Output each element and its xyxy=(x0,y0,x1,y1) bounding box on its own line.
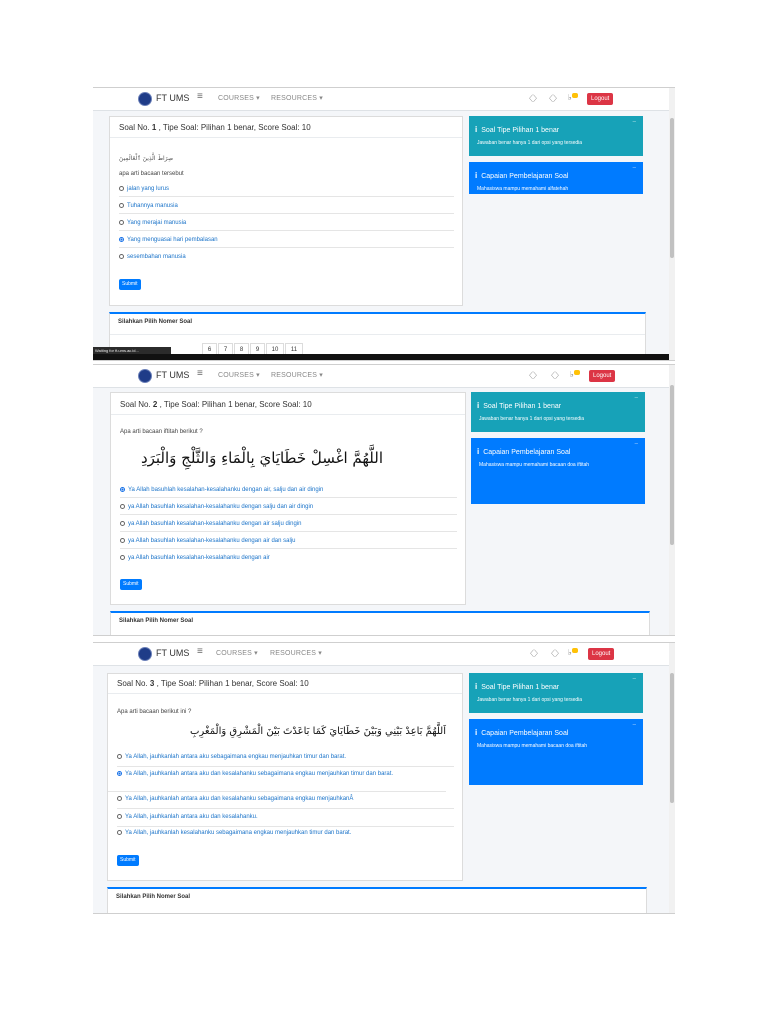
option-label: Ya Allah, jauhkanlah kesalahanku sebagaimana engkau menjauhkan timur dan barat. xyxy=(125,830,352,837)
arabic-verse: اللَّهُمَّ اغْسِلْ خَطَايَايَ بِالْمَاءِ وَالثَّلْجِ وَالْبَرَدِ xyxy=(140,449,383,467)
screenshot-3 xyxy=(93,642,675,914)
courses-menu[interactable]: COURSES ▾ xyxy=(218,95,260,102)
logout-button[interactable]: Logout xyxy=(588,648,614,660)
info-icon: i xyxy=(475,171,478,180)
brand-name[interactable]: FT UMS xyxy=(156,93,190,103)
menu-toggle-icon[interactable]: ≡ xyxy=(197,646,203,657)
answer-option[interactable] xyxy=(117,754,454,760)
question-label: Soal No. xyxy=(119,123,152,132)
card-title: Capaian Pembelajaran Soal xyxy=(481,173,569,180)
option-label: jalan yang lurus xyxy=(127,186,170,193)
answer-option[interactable] xyxy=(120,555,457,561)
collapse-icon[interactable]: – xyxy=(632,722,636,728)
answer-option[interactable] xyxy=(117,796,454,802)
answer-option[interactable] xyxy=(119,186,454,192)
logout-button[interactable]: Logout xyxy=(589,370,615,382)
card-title: Capaian Pembelajaran Soal xyxy=(483,449,571,456)
answer-option[interactable] xyxy=(119,203,454,209)
ums-logo[interactable] xyxy=(138,369,152,383)
option-label: Ya Allah, jauhkanlah antara aku dan kesalahanku sebagaimana engkau menjauhkanÂ xyxy=(125,796,354,803)
message-icon[interactable]: 〈〉 xyxy=(547,649,563,658)
question-header xyxy=(117,679,309,688)
page-button[interactable]: 11 xyxy=(285,343,303,355)
question-number-card xyxy=(110,611,650,636)
radio-button[interactable] xyxy=(119,186,124,191)
resources-menu[interactable]: RESOURCES ▾ xyxy=(270,650,322,657)
card-title: Soal Tipe Pilihan 1 benar xyxy=(481,127,560,134)
question-card xyxy=(109,116,463,306)
top-navbar xyxy=(93,88,669,111)
radio-button[interactable] xyxy=(117,796,122,801)
page-button[interactable]: 6 xyxy=(202,343,217,355)
question-prompt: apa arti bacaan tersebut xyxy=(119,171,184,177)
option-label: ya Allah basuhlah kesalahan-kesalahanku dengan air salju dingin xyxy=(128,521,302,528)
radio-button-selected[interactable] xyxy=(120,487,125,492)
collapse-icon[interactable]: – xyxy=(634,395,638,401)
option-label: Ya Allah, jauhkanlah antara aku dan kesalahanku. xyxy=(125,814,258,821)
divider xyxy=(111,414,465,415)
os-taskbar xyxy=(93,354,675,360)
option-label: Ya Allah, jauhkanlah antara aku dan kesalahanku sebagaimana engkau menjauhkan timur dan barat. xyxy=(125,771,394,778)
ums-logo[interactable] xyxy=(138,647,152,661)
chat-icon[interactable]: 〈〉 xyxy=(525,371,541,380)
collapse-icon[interactable]: – xyxy=(632,119,636,125)
courses-menu[interactable]: COURSES ▾ xyxy=(216,650,258,657)
option-label: ya Allah basuhlah kesalahan-kesalahanku dengan air dan salju xyxy=(128,538,296,545)
menu-toggle-icon[interactable]: ≡ xyxy=(197,368,203,379)
ums-logo[interactable] xyxy=(138,92,152,106)
radio-button[interactable] xyxy=(117,830,122,835)
card-title: Soal Tipe Pilihan 1 benar xyxy=(481,684,560,691)
question-meta: , Tipe Soal: Pilihan 1 benar, Score Soal: 10 xyxy=(157,400,312,409)
radio-button[interactable] xyxy=(119,254,124,259)
scrollbar[interactable] xyxy=(669,365,675,635)
page-button[interactable]: 9 xyxy=(250,343,265,355)
radio-button[interactable] xyxy=(117,754,122,759)
question-label: Soal No. xyxy=(120,400,153,409)
arabic-verse: اَللَّهُمَّ بَاعِدْ بَيْنِي وَبَيْنَ خَطَايَايَ كَمَا بَاعَدْتَ بَيْنَ الْمَشْرِقِ وَالْمَغْرِبِ xyxy=(190,726,446,737)
card-title: Silahkan Pilih Nomer Soal xyxy=(118,319,193,325)
page-button[interactable]: 7 xyxy=(218,343,233,355)
top-navbar xyxy=(93,643,669,666)
radio-button-selected[interactable] xyxy=(119,237,124,242)
question-type-card xyxy=(471,392,645,432)
card-description: Mahasiswa mampu memahami alfatehah xyxy=(477,186,569,192)
info-icon: i xyxy=(475,728,478,737)
screenshot-1 xyxy=(93,87,675,361)
radio-button[interactable] xyxy=(119,220,124,225)
card-description: Jawaban benar hanya 1 dari opsi yang tersedia xyxy=(479,416,585,422)
question-header xyxy=(120,400,312,409)
answer-option[interactable] xyxy=(119,237,454,243)
logout-button[interactable]: Logout xyxy=(587,93,613,105)
answer-option[interactable] xyxy=(117,814,454,820)
question-header xyxy=(119,123,311,132)
question-type-card xyxy=(469,116,643,156)
question-card xyxy=(110,392,466,605)
resources-menu[interactable]: RESOURCES ▾ xyxy=(271,372,323,379)
menu-toggle-icon[interactable]: ≡ xyxy=(197,91,203,102)
info-icon: i xyxy=(475,682,478,691)
info-icon: i xyxy=(475,125,478,134)
scrollbar[interactable] xyxy=(669,88,675,360)
card-description: Jawaban benar hanya 1 dari opsi yang tersedia xyxy=(477,697,583,703)
notification-badge xyxy=(574,370,580,375)
answer-option[interactable] xyxy=(119,254,454,260)
option-label: Yang merajai manusia xyxy=(127,220,187,227)
collapse-icon[interactable]: – xyxy=(632,676,636,682)
question-number: 2 xyxy=(152,400,158,409)
learning-outcome-card xyxy=(469,162,643,194)
answer-option[interactable] xyxy=(120,538,457,544)
page-button[interactable]: 8 xyxy=(234,343,249,355)
card-description: Jawaban benar hanya 1 dari opsi yang tersedia xyxy=(477,140,583,146)
answer-option[interactable] xyxy=(120,521,457,527)
info-icon: i xyxy=(477,447,480,456)
radio-button[interactable] xyxy=(120,538,125,543)
answer-option[interactable] xyxy=(117,771,427,777)
message-icon[interactable]: 〈〉 xyxy=(547,371,563,380)
answer-option[interactable] xyxy=(120,487,457,493)
option-label: Ya Allah basuhlah kesalahan-kesalahanku dengan air, salju dan air dingin xyxy=(128,487,324,494)
browser-status-bar: Waiting for ft.ums.ac.id... xyxy=(93,347,171,355)
chat-icon[interactable]: 〈〉 xyxy=(526,649,542,658)
collapse-icon[interactable]: – xyxy=(632,165,636,171)
option-label: ya Allah basuhlah kesalahan-kesalahanku dengan air xyxy=(128,555,270,562)
chat-icon[interactable]: 〈〉 xyxy=(525,94,541,103)
resources-menu[interactable]: RESOURCES ▾ xyxy=(271,95,323,102)
card-title: Silahkan Pilih Nomer Soal xyxy=(116,894,191,900)
bell-icon[interactable]: ♭ xyxy=(568,93,572,102)
notification-badge xyxy=(572,648,578,653)
question-number-card xyxy=(107,887,647,914)
radio-button[interactable] xyxy=(119,203,124,208)
option-label: Yang menguasai hari pembalasan xyxy=(127,237,218,244)
submit-button[interactable]: Submit xyxy=(119,279,141,290)
question-prompt: Apa arti bacaan iftitah berikut ? xyxy=(120,429,203,435)
card-title: Capaian Pembelajaran Soal xyxy=(481,730,569,737)
question-label: Soal No. xyxy=(117,679,150,688)
scrollbar[interactable] xyxy=(669,643,675,913)
divider xyxy=(108,693,462,694)
question-card xyxy=(107,673,463,881)
learning-outcome-card xyxy=(471,438,645,504)
notification-badge xyxy=(572,93,578,98)
arabic-verse: صِرَاطَ الَّذِينَ ٱلْعَالَمِينَ xyxy=(119,155,174,162)
message-icon[interactable]: 〈〉 xyxy=(545,94,561,103)
answer-option[interactable] xyxy=(119,220,454,226)
card-title: Silahkan Pilih Nomer Soal xyxy=(119,618,194,624)
radio-button[interactable] xyxy=(117,814,122,819)
question-meta: , Tipe Soal: Pilihan 1 benar, Score Soal: 10 xyxy=(156,123,311,132)
answer-option[interactable] xyxy=(120,504,457,510)
radio-button[interactable] xyxy=(120,521,125,526)
option-label: sesembahan manusia xyxy=(127,254,186,261)
divider xyxy=(110,137,462,138)
option-label: Ya Allah, jauhkanlah antara aku sebagaimana engkau menjauhkan timur dan barat. xyxy=(125,754,347,761)
card-description: Mahasiswa mampu memahami bacaan doa iftitah xyxy=(479,462,590,468)
question-number: 1 xyxy=(151,123,157,132)
question-prompt: Apa arti bacaan berikut ini ? xyxy=(117,709,192,715)
radio-button[interactable] xyxy=(120,555,125,560)
card-description: Mahasiswa mampu memahami bacaan doa iftitah xyxy=(477,743,588,749)
radio-button[interactable] xyxy=(120,504,125,509)
brand-name[interactable]: FT UMS xyxy=(156,648,190,658)
top-navbar xyxy=(93,365,669,388)
learning-outcome-card xyxy=(469,719,643,785)
collapse-icon[interactable]: – xyxy=(634,441,638,447)
question-number: 3 xyxy=(149,679,155,688)
option-label: ya Allah basuhlah kesalahan-kesalahanku dengan salju dan air dingin xyxy=(128,504,314,511)
question-type-card xyxy=(469,673,643,713)
card-title: Soal Tipe Pilihan 1 benar xyxy=(483,403,562,410)
answer-option[interactable] xyxy=(117,830,454,836)
question-meta: , Tipe Soal: Pilihan 1 benar, Score Soal: 10 xyxy=(154,679,309,688)
page-button[interactable]: 10 xyxy=(266,343,284,355)
submit-button[interactable]: Submit xyxy=(120,579,142,590)
option-label: Tuhannya manusia xyxy=(127,203,178,210)
bell-icon[interactable]: ♭ xyxy=(570,370,574,379)
brand-name[interactable]: FT UMS xyxy=(156,370,190,380)
screenshot-2 xyxy=(93,364,675,636)
info-icon: i xyxy=(477,401,480,410)
radio-button-selected[interactable] xyxy=(117,771,122,776)
courses-menu[interactable]: COURSES ▾ xyxy=(218,372,260,379)
bell-icon[interactable]: ♭ xyxy=(568,648,572,657)
submit-button[interactable]: Submit xyxy=(117,855,139,866)
